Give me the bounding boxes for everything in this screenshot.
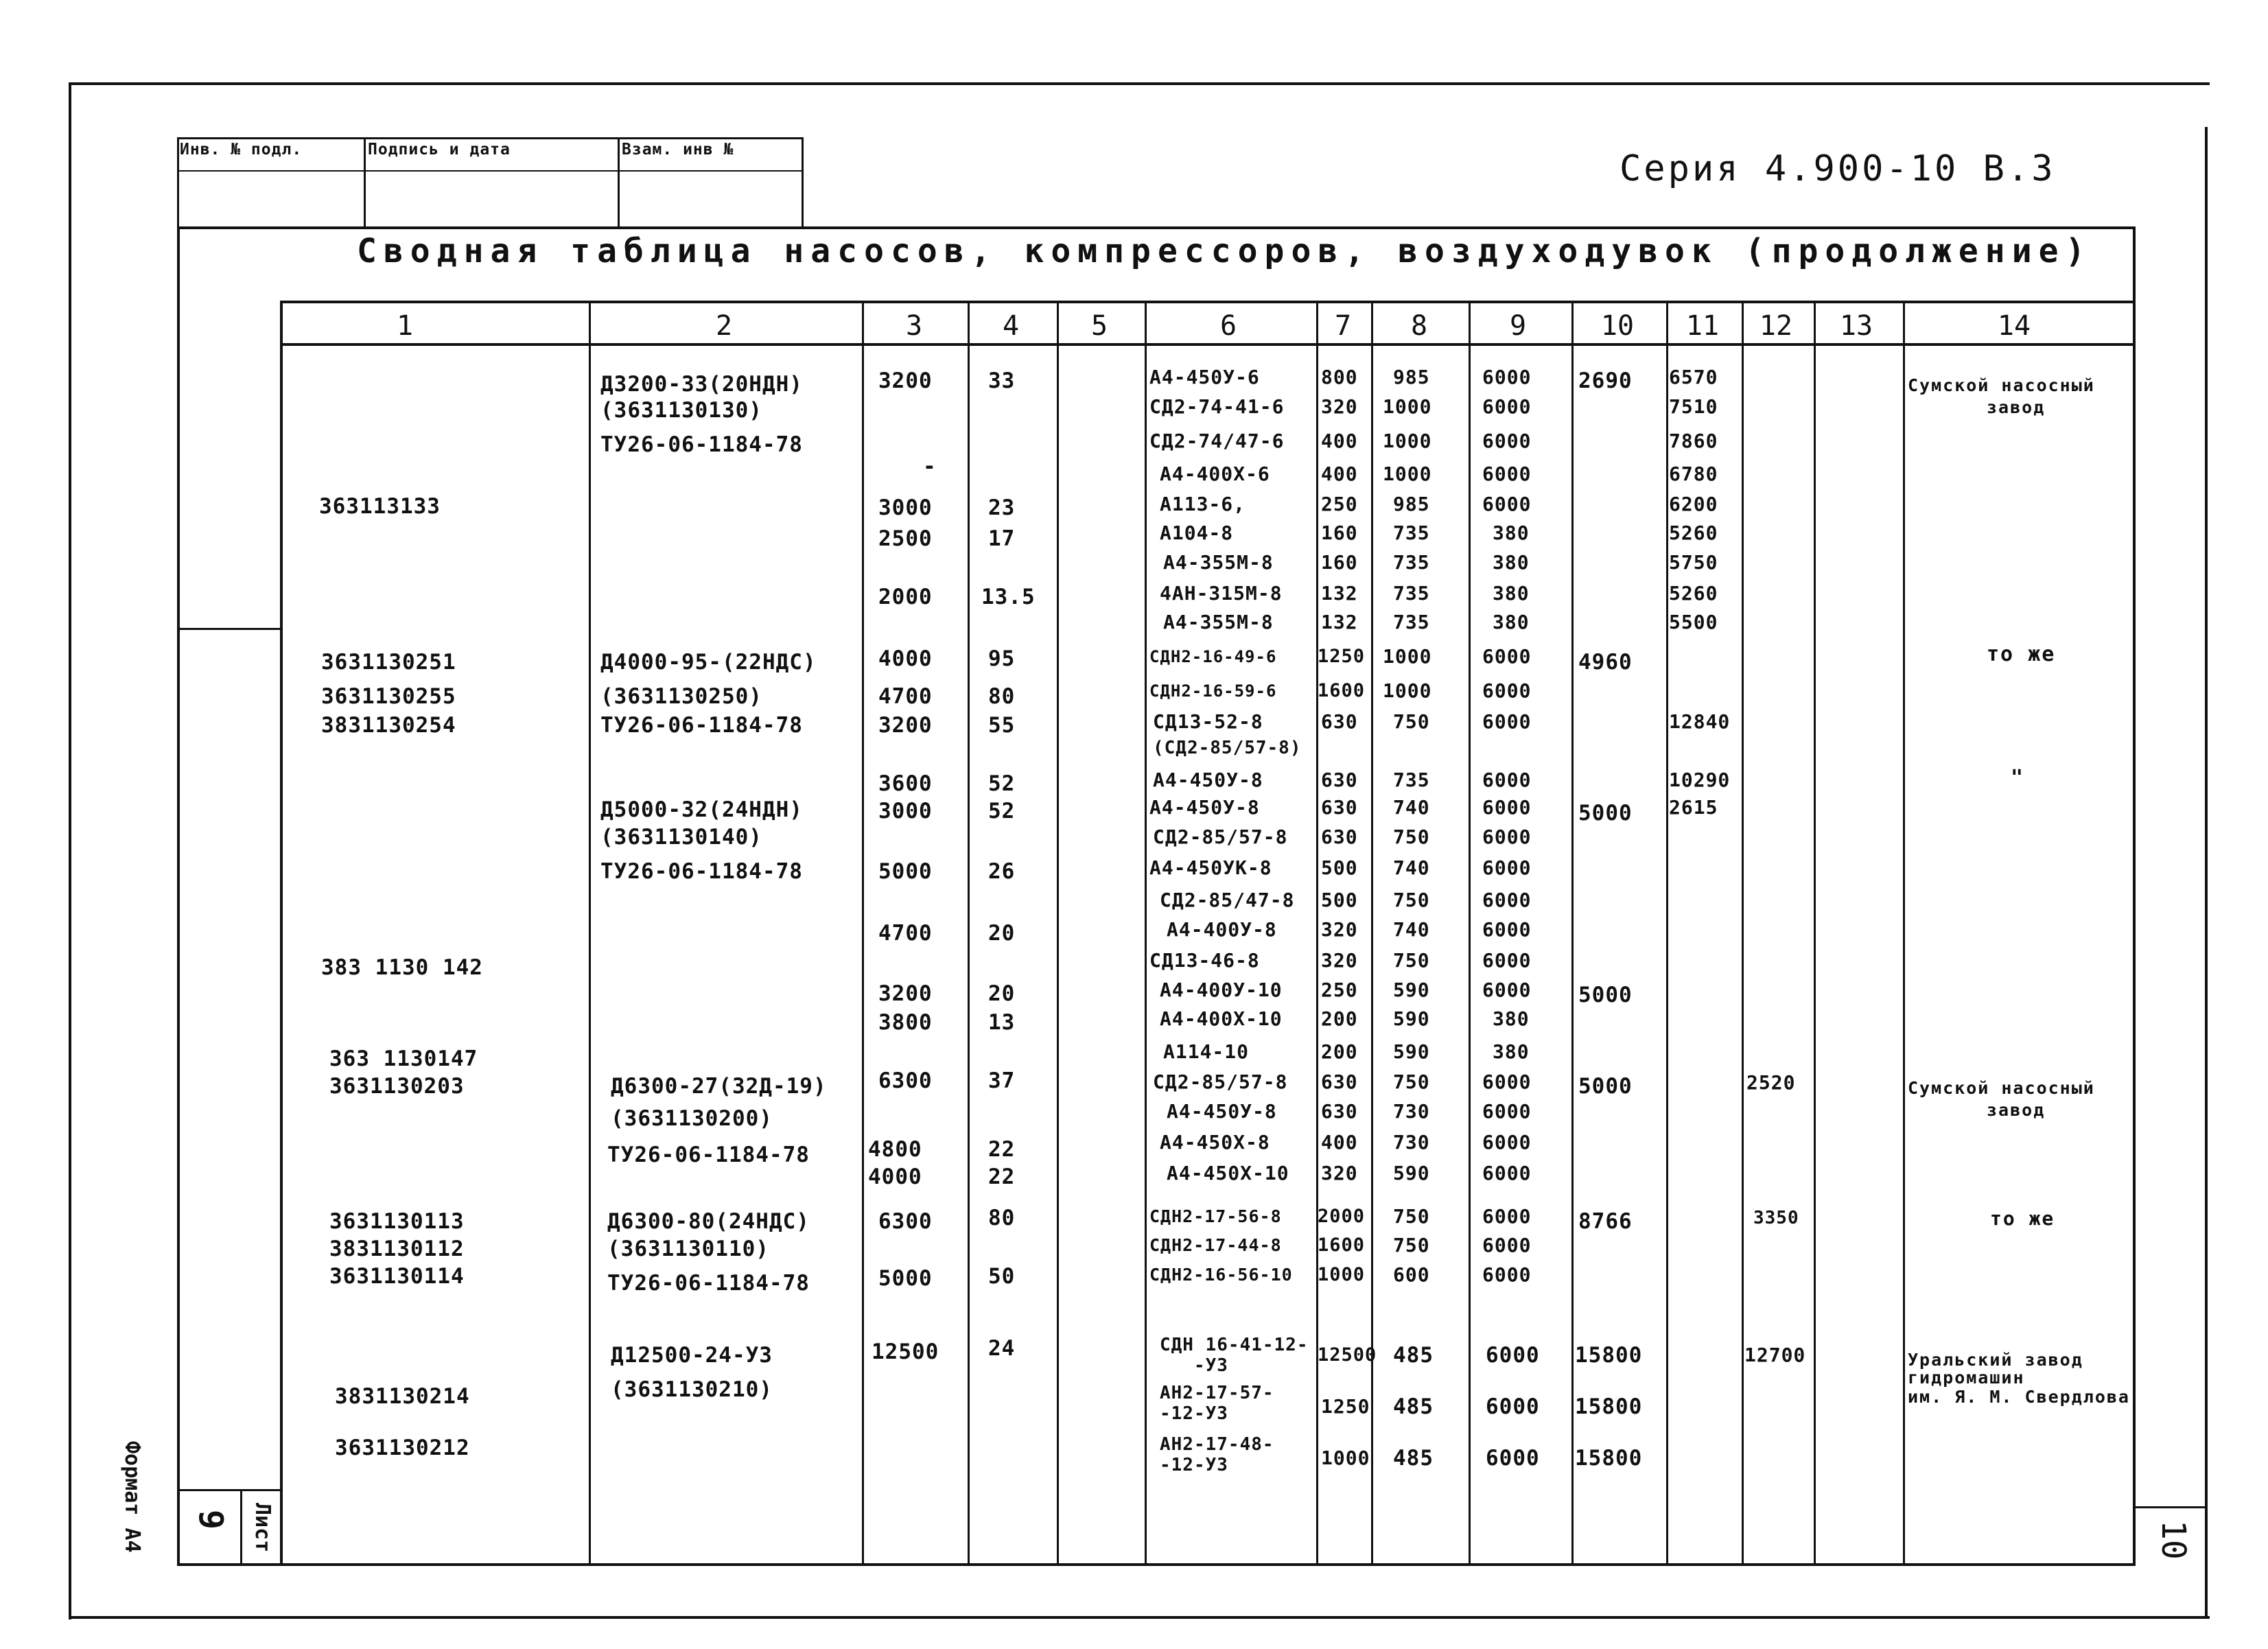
col9-cell: 6000 [1486,1446,1540,1471]
col8-cell: 730 [1393,1100,1430,1123]
col9-cell: 6000 [1482,463,1532,485]
col8-cell: 735 [1393,551,1430,574]
col4-cell: 33 [988,369,1016,393]
col6-cell: АН2-17-57- [1160,1383,1274,1403]
col4-cell: 22 [988,1165,1016,1189]
col3-cell: 6300 [878,1209,933,1234]
col2-cell: (3631130250) [600,684,762,709]
inner-top [177,226,2133,229]
col9-cell: 6000 [1482,430,1532,452]
col7-cell: 1250 [1318,646,1366,667]
col2-cell: Д12500-24-У3 [611,1343,773,1368]
col9-cell: 380 [1493,611,1530,633]
stamp-inv-orig: Инв. № подл. [180,141,303,159]
col9-cell: 6000 [1482,1100,1532,1123]
col3-cell: 5000 [878,859,933,884]
col7-cell: 160 [1321,551,1358,574]
col6-cell: А4-450У-8 [1149,796,1260,819]
col1-cell: 3631130212 [335,1436,470,1460]
sheet-number: 9 [191,1510,230,1530]
col8-cell: 750 [1393,889,1430,911]
col9-cell: 6000 [1482,796,1532,819]
col-line-7 [1316,301,1318,1565]
col8-cell: 1000 [1383,645,1432,668]
col14-manufacturer: завод [1987,397,2046,417]
stamp-left [177,137,179,226]
col3-cell: - [923,454,937,479]
col4-cell: 13 [988,1010,1016,1035]
col4-cell: 55 [988,713,1016,738]
col4-cell: 37 [988,1068,1016,1093]
col10-cell: 4960 [1578,650,1633,675]
col2-cell: (3631130210) [611,1377,773,1402]
col9-cell: 380 [1493,1007,1530,1030]
col10-cell: 15800 [1575,1343,1643,1368]
col6-cell: (СД2-85/57-8) [1153,738,1302,758]
col8-cell: 485 [1393,1446,1434,1471]
col6-cell: А4-450У-6 [1149,366,1260,388]
col11-cell: 5260 [1669,522,1718,544]
col8-cell: 735 [1393,582,1430,605]
col6-cell: СД2-74-41-6 [1149,395,1285,418]
col7-cell: 800 [1321,366,1358,388]
col2-cell: (3631130200) [611,1106,773,1131]
col7-cell: 630 [1321,796,1358,819]
col6-cell: СД13-52-8 [1153,710,1263,733]
stamp-div2 [618,137,620,226]
col-line-11 [1666,301,1668,1565]
col3-cell: 4700 [878,684,933,709]
col2-cell: ТУ26-06-1184-78 [607,1143,810,1167]
col6-cell: -У3 [1194,1355,1228,1376]
col1-cell: 3631130255 [321,684,456,709]
col4-cell: 22 [988,1137,1016,1162]
col2-cell: ТУ26-06-1184-78 [607,1271,810,1296]
col6-cell: А4-450Х-10 [1167,1162,1289,1184]
col2-cell: ТУ26-06-1184-78 [600,432,803,457]
col-num-5: 5 [1090,310,1108,342]
col6-cell: СДН2-17-56-8 [1149,1206,1282,1226]
col7-cell: 12500 [1318,1344,1377,1366]
col6-cell: СДН2-16-56-10 [1149,1265,1293,1285]
col6-cell: СДН2-17-44-8 [1149,1235,1282,1255]
col-num-14: 14 [1997,310,2031,342]
col6-cell: А4-400У-10 [1160,979,1283,1001]
col9-cell: 6000 [1482,1071,1532,1093]
outer-bottom-line [69,1616,2210,1619]
col6-cell: А4-450У-8 [1153,769,1263,791]
col7-cell: 200 [1321,1040,1358,1063]
col9-cell: 6000 [1482,645,1532,668]
col-line-3 [862,301,864,1565]
col8-cell: 735 [1393,769,1430,791]
sheet-box-divider [240,1489,242,1565]
col2-cell: Д5000-32(24НДН) [600,797,803,822]
col-line-5 [1057,301,1059,1565]
col12-cell: 2520 [1746,1071,1796,1094]
col9-cell: 6000 [1482,1263,1532,1286]
col6-cell: -12-У3 [1160,1403,1228,1424]
col8-cell: 600 [1393,1263,1430,1286]
col6-cell: СД2-85/57-8 [1153,826,1288,848]
col10-cell: 8766 [1578,1209,1633,1234]
col1-cell: 383 1130 142 [321,955,483,980]
col3-cell: 3000 [878,495,933,520]
col1-cell: 3831130112 [329,1237,465,1261]
col6-cell: -12-У3 [1160,1455,1228,1475]
col2-cell: Д4000-95-(22НДС) [600,650,817,675]
col3-cell: 4000 [878,646,933,671]
col7-cell: 132 [1321,611,1358,633]
col9-cell: 6000 [1482,918,1532,941]
col7-cell: 630 [1321,769,1358,791]
stamp-underline [177,170,802,172]
col11-cell: 7510 [1669,395,1718,418]
col7-cell: 250 [1321,493,1358,515]
col8-cell: 985 [1393,366,1430,388]
format-label: Формат А4 [120,1441,144,1553]
col8-cell: 590 [1393,1007,1430,1030]
table-top [280,301,2133,303]
col6-cell: СД2-74/47-6 [1149,430,1285,452]
col11-cell: 10290 [1669,769,1731,791]
col6-cell: 4АН-315М-8 [1160,582,1283,605]
col8-cell: 750 [1393,1234,1430,1256]
col8-cell: 735 [1393,522,1430,544]
col9-cell: 6000 [1482,395,1532,418]
col-num-6: 6 [1219,310,1237,342]
col-num-8: 8 [1410,310,1428,342]
col7-cell: 400 [1321,463,1358,485]
col-line-14 [1903,301,1905,1565]
col14-manufacturer: Сумской насосный [1908,1078,2095,1098]
col7-cell: 1600 [1318,680,1366,701]
col-line-9 [1469,301,1471,1565]
col6-cell: А4-355М-8 [1163,551,1274,574]
sheet-box-top [180,1489,283,1491]
col-line-13 [1814,301,1816,1565]
col7-cell: 1000 [1321,1447,1370,1469]
col11-cell: 5260 [1669,582,1718,605]
col7-cell: 400 [1321,1131,1358,1154]
col7-cell: 500 [1321,889,1358,911]
col10-cell: 5000 [1578,1074,1633,1099]
col10-cell: 5000 [1578,801,1633,826]
col3-cell: 3200 [878,981,933,1006]
col8-cell: 985 [1393,493,1430,515]
outer-top-line [69,82,2210,85]
col9-cell: 6000 [1482,769,1532,791]
col1-cell: 3831130214 [335,1384,470,1409]
col11-cell: 6570 [1669,366,1718,388]
col14-manufacturer: Уральский завод [1908,1350,2083,1370]
col6-cell: А113-6, [1160,493,1246,515]
col7-cell: 320 [1321,949,1358,972]
col4-cell: 52 [988,771,1016,796]
col9-cell: 6000 [1482,1205,1532,1228]
col2-cell: Д6300-80(24НДС) [607,1209,810,1234]
col12-cell: 3350 [1753,1208,1799,1228]
col9-cell: 6000 [1482,493,1532,515]
col3-cell: 3000 [878,799,933,823]
col8-cell: 750 [1393,710,1430,733]
col7-cell: 1600 [1318,1235,1366,1256]
col8-cell: 590 [1393,1040,1430,1063]
col4-cell: 20 [988,981,1016,1006]
col9-cell: 380 [1493,522,1530,544]
col9-cell: 380 [1493,551,1530,574]
col14-manufacturer: " [2011,766,2025,790]
table-title: Сводная таблица насосов, компрессоров, воздуходувок (продолжение) [357,232,2092,270]
col9-cell: 6000 [1482,1234,1532,1256]
col8-cell: 730 [1393,1131,1430,1154]
col6-cell: А4-450У-8 [1167,1100,1277,1123]
col4-cell: 20 [988,921,1016,946]
col1-cell: 363 1130147 [329,1046,478,1071]
col8-cell: 590 [1393,979,1430,1001]
col12-cell: 12700 [1744,1344,1806,1366]
col7-cell: 630 [1321,710,1358,733]
col6-cell: СДН 16-41-12- [1160,1335,1309,1355]
col7-cell: 1000 [1318,1264,1366,1285]
col2-cell: ТУ26-06-1184-78 [600,713,803,738]
outer-left-line [69,82,71,1619]
col7-cell: 630 [1321,1100,1358,1123]
col6-cell: А4-355М-8 [1163,611,1274,633]
col11-cell: 2615 [1669,796,1718,819]
col9-cell: 6000 [1482,1131,1532,1154]
col-num-1: 1 [396,310,414,342]
page-number: 10 [2154,1520,2193,1560]
col9-cell: 6000 [1482,856,1532,879]
col4-cell: 52 [988,799,1016,823]
col10-cell: 15800 [1575,1394,1643,1419]
col8-cell: 1000 [1383,463,1432,485]
header-bottom [280,343,2133,346]
col7-cell: 200 [1321,1007,1358,1030]
stamp-right [802,137,804,226]
col3-cell: 12500 [872,1340,939,1364]
col2-cell: (3631130140) [600,825,762,850]
col8-cell: 740 [1393,796,1430,819]
col7-cell: 132 [1321,582,1358,605]
col1-cell: 3631130203 [329,1074,465,1099]
col9-cell: 380 [1493,1040,1530,1063]
page-num-box-top [2133,1506,2205,1508]
col6-cell: СД2-85/57-8 [1153,1071,1288,1093]
col-num-7: 7 [1334,310,1352,342]
col6-cell: СДН2-16-49-6 [1149,647,1277,666]
col8-cell: 485 [1393,1394,1434,1419]
col7-cell: 160 [1321,522,1358,544]
col6-cell: А4-450УК-8 [1149,856,1272,879]
col3-cell: 4700 [878,921,933,946]
col7-cell: 2000 [1318,1206,1366,1227]
col8-cell: 750 [1393,949,1430,972]
col2-cell: (3631130110) [607,1237,769,1261]
series-label: Серия 4.900-10 В.3 [1620,148,2056,189]
col7-cell: 630 [1321,1071,1358,1093]
inner-left [177,226,180,1565]
col6-cell: А4-400Х-10 [1160,1007,1283,1030]
col-num-9: 9 [1509,310,1527,342]
col10-cell: 5000 [1578,983,1633,1007]
col4-cell: 13.5 [981,585,1036,609]
col3-cell: 3800 [878,1010,933,1035]
col7-cell: 400 [1321,430,1358,452]
col9-cell: 6000 [1486,1394,1540,1419]
side-divider [177,628,280,630]
col4-cell: 80 [988,684,1016,709]
col-num-11: 11 [1685,310,1720,342]
col9-cell: 6000 [1482,1162,1532,1184]
col7-cell: 500 [1321,856,1358,879]
col8-cell: 750 [1393,1071,1430,1093]
col8-cell: 590 [1393,1162,1430,1184]
col2-cell: Д3200-33(20НДН) [600,372,803,397]
col6-cell: А4-450Х-8 [1160,1131,1270,1154]
col11-cell: 5500 [1669,611,1718,633]
stamp-div1 [364,137,366,226]
col8-cell: 485 [1393,1343,1434,1368]
col8-cell: 735 [1393,611,1430,633]
col4-cell: 23 [988,495,1016,520]
col3-cell: 3600 [878,771,933,796]
col-num-10: 10 [1600,310,1635,342]
col3-cell: 2500 [878,526,933,551]
col1-cell: 3631130114 [329,1264,465,1289]
col3-cell: 4000 [868,1165,922,1189]
col14-manufacturer: гидромашин [1908,1368,2025,1388]
col3-cell: 2000 [878,585,933,609]
col6-cell: СД2-85/47-8 [1160,889,1295,911]
col3-cell: 3200 [878,713,933,738]
col-num-4: 4 [1002,310,1020,342]
col1-cell: 3831130254 [321,713,456,738]
col1-cell: 363113133 [319,494,441,519]
col11-cell: 5750 [1669,551,1718,574]
col6-cell: АН2-17-48- [1160,1434,1274,1455]
col3-cell: 3200 [878,369,933,393]
col7-cell: 250 [1321,979,1358,1001]
col7-cell: 320 [1321,1162,1358,1184]
col11-cell: 12840 [1669,710,1731,733]
col14-manufacturer: Сумской насосный [1908,375,2095,395]
col11-cell: 7860 [1669,430,1718,452]
col9-cell: 6000 [1482,679,1532,702]
col-line-4 [968,301,970,1565]
col6-cell: А4-400Х-6 [1160,463,1270,485]
table-left [280,301,283,1565]
col-line-10 [1571,301,1574,1565]
col9-cell: 6000 [1482,826,1532,848]
col3-cell: 6300 [878,1068,933,1093]
col8-cell: 1000 [1383,679,1432,702]
col8-cell: 740 [1393,918,1430,941]
col-line-12 [1742,301,1744,1565]
col-num-3: 3 [905,310,923,342]
col9-cell: 6000 [1482,979,1532,1001]
col8-cell: 1000 [1383,430,1432,452]
col10-cell: 15800 [1575,1446,1643,1471]
col6-cell: СДН2-16-59-6 [1149,681,1277,701]
col6-cell: А4-400У-8 [1167,918,1277,941]
col1-cell: 3631130113 [329,1209,465,1234]
col7-cell: 630 [1321,826,1358,848]
col2-cell: ТУ26-06-1184-78 [600,859,803,884]
col6-cell: А114-10 [1163,1040,1250,1063]
col8-cell: 740 [1393,856,1430,879]
col-num-13: 13 [1839,310,1873,342]
col-num-12: 12 [1759,310,1793,342]
col14-manufacturer: то же [1987,642,2056,666]
inner-right [2133,226,2136,1565]
col6-cell: СД13-46-8 [1149,949,1260,972]
col-line-2 [589,301,591,1565]
outer-right-line [2205,127,2208,1616]
col8-cell: 750 [1393,826,1430,848]
col9-cell: 6000 [1482,949,1532,972]
col-num-2: 2 [715,310,733,342]
col7-cell: 1250 [1321,1395,1370,1418]
col-line-6 [1145,301,1147,1565]
col11-cell: 6200 [1669,493,1718,515]
col7-cell: 320 [1321,918,1358,941]
table-bottom [177,1563,2136,1566]
col4-cell: 24 [988,1336,1016,1361]
col1-cell: 3631130251 [321,650,456,675]
col8-cell: 750 [1393,1205,1430,1228]
stamp-inv-dup: Взам. инв № [622,141,734,159]
col7-cell: 320 [1321,395,1358,418]
col8-cell: 1000 [1383,395,1432,418]
stamp-sign-date: Подпись и дата [368,141,511,159]
col-line-8 [1371,301,1373,1565]
sheet-label: Лист [250,1503,274,1553]
col9-cell: 6000 [1482,889,1532,911]
col9-cell: 6000 [1482,366,1532,388]
col10-cell: 2690 [1578,369,1633,393]
col14-manufacturer: то же [1990,1207,2055,1230]
col9-cell: 6000 [1482,710,1532,733]
col3-cell: 5000 [878,1266,933,1291]
col2-cell: (3631130130) [600,398,762,423]
col4-cell: 80 [988,1206,1016,1230]
col4-cell: 17 [988,526,1016,551]
col14-manufacturer: завод [1987,1100,2046,1120]
col4-cell: 95 [988,646,1016,671]
col14-manufacturer: им. Я. М. Свердлова [1908,1387,2130,1407]
col3-cell: 4800 [868,1137,922,1162]
col2-cell: Д6300-27(32Д-19) [611,1074,827,1099]
col11-cell: 6780 [1669,463,1718,485]
col4-cell: 26 [988,859,1016,884]
col6-cell: А104-8 [1160,522,1234,544]
col9-cell: 380 [1493,582,1530,605]
col4-cell: 50 [988,1264,1016,1289]
col9-cell: 6000 [1486,1343,1540,1368]
